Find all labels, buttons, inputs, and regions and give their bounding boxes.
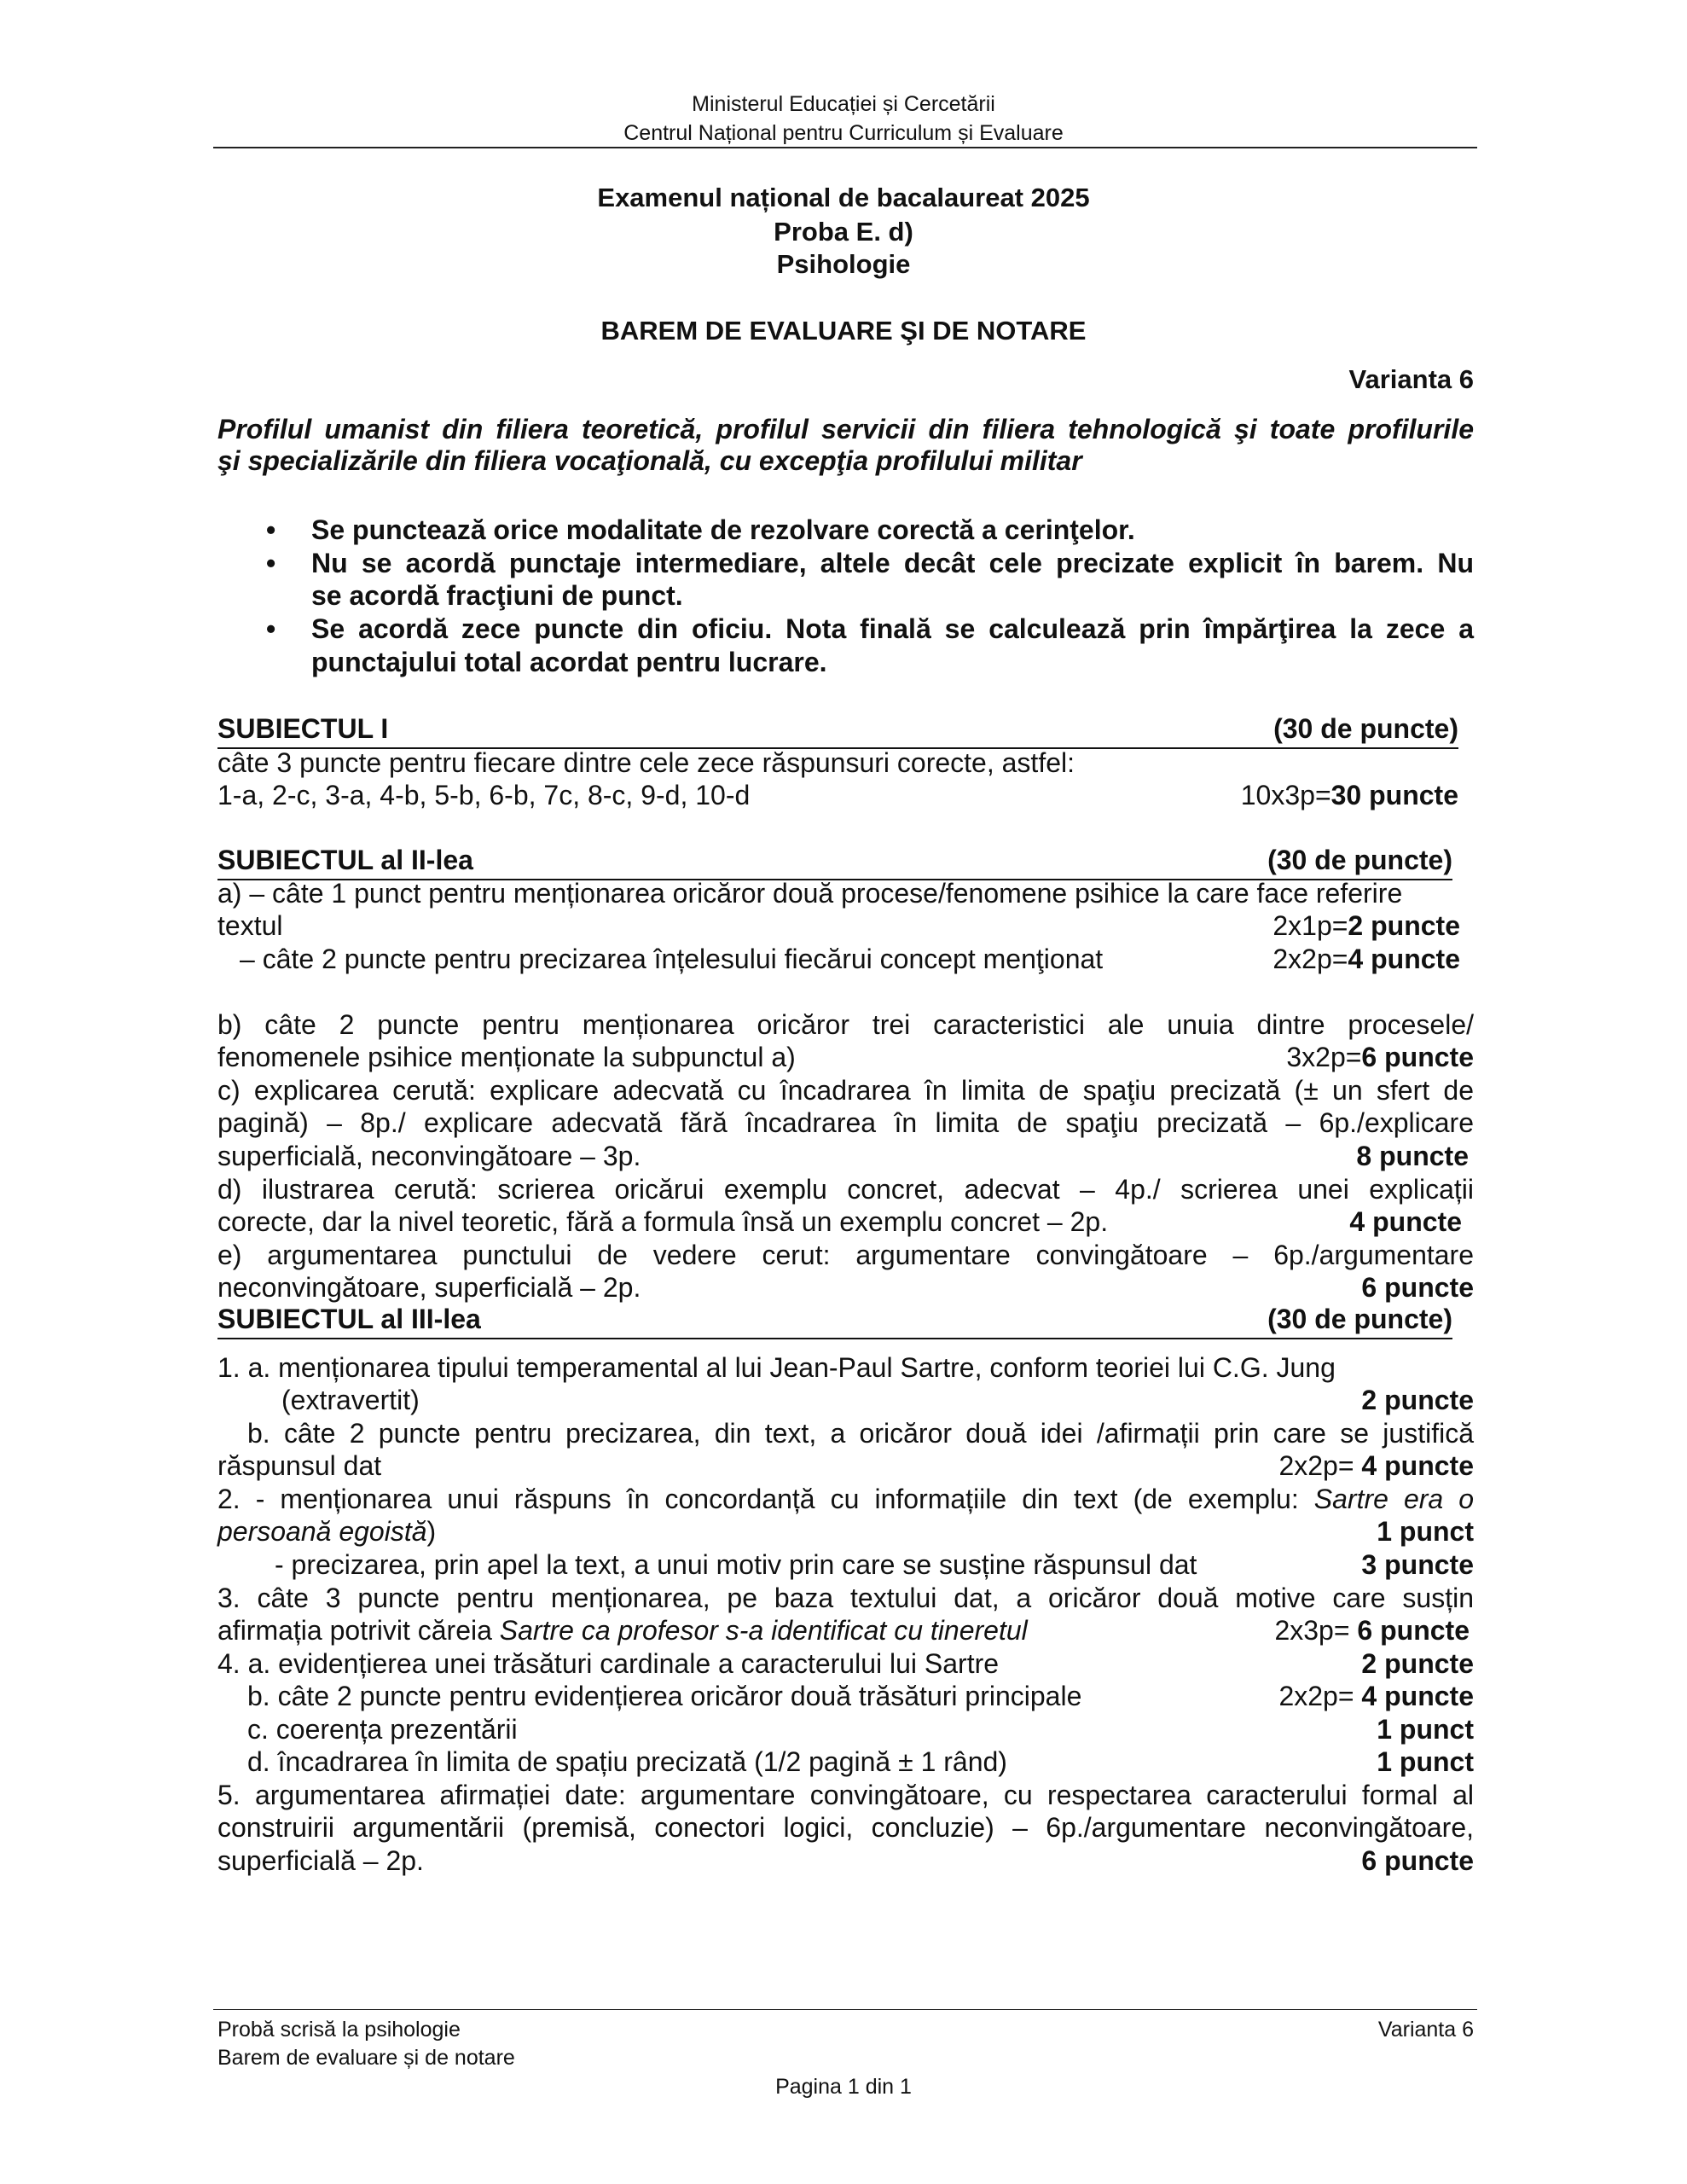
variant-label: Varianta 6 <box>1348 364 1474 394</box>
s2-c-line-2: pagină) – 8p./ explicare adecvată fără încadrarea în limita de spaţiu precizată – 6p./explicare <box>217 1107 1474 1138</box>
s3-line-10: 4. a. evidențierea unei trăsături cardinale a caracterului lui Sartre <box>217 1648 1000 1679</box>
section-2-points: (30 de puncte) <box>1267 845 1452 875</box>
s1-score-total: 30 puncte <box>1330 780 1458 810</box>
s3-line-2: (extravertit) <box>281 1385 420 1415</box>
center-header: Centrul Național pentru Curriculum și Evaluare <box>623 121 1064 145</box>
s3-score-2b: 3 puncte <box>1361 1549 1474 1580</box>
s2-c-score: 8 puncte <box>1356 1141 1469 1171</box>
s3-score-4b-total: 4 puncte <box>1361 1681 1474 1711</box>
s2-a-score-1-total: 2 puncte <box>1348 910 1460 941</box>
s2-c-line-1: c) explicarea cerută: explicare adecvată cu încadrarea în limita de spaţiu precizată (± un sfert de <box>217 1075 1474 1106</box>
s3-line-5 <box>217 1484 1474 1515</box>
s3-line-9-text: afirmația potrivit căreia <box>217 1615 492 1646</box>
s3-line-7: - precizarea, prin apel la text, a unui motiv prin care se susține răspunsul dat <box>275 1549 1197 1580</box>
s2-e-line-2: neconvingătoare, superficială – 2p. <box>217 1272 641 1303</box>
profile-line-1: Profilul umanist din filiera teoretică, profilul servicii din filiera tehnologică şi toate profilurile <box>217 414 1474 444</box>
s1-score <box>1241 780 1458 811</box>
footer-rule <box>213 2009 1477 2010</box>
s2-b-score-formula: 3x2p= <box>1286 1042 1362 1072</box>
s2-d-score: 4 puncte <box>1349 1206 1462 1237</box>
bullet-3: • <box>266 613 276 644</box>
s2-a-line-2: textul <box>217 910 283 941</box>
s2-b-line-1: b) câte 2 puncte pentru menționarea oricăror trei caracteristici ale unuia dintre procesele/ <box>217 1009 1474 1040</box>
bullet-2: • <box>266 548 276 578</box>
footer-exam: Probă scrisă la psihologie <box>217 2018 461 2042</box>
s2-e-line-1: e) argumentarea punctului de vedere cerut: argumentare convingătoare – 6p./argumentare <box>217 1240 1474 1270</box>
section-3-points: (30 de puncte) <box>1267 1304 1452 1334</box>
s2-d-line-1: d) ilustrarea cerută: scrierea oricărui exemplu concret, adecvat – 4p./ scrierea unei explicații <box>217 1174 1474 1205</box>
bullet-1: • <box>266 514 276 545</box>
s3-line-6-example: persoană egoistă <box>217 1516 427 1547</box>
s3-line-4: răspunsul dat <box>217 1450 382 1481</box>
s3-line-5-text: 2. - menționarea unui răspuns în concordanță cu informațiile din text (de exemplu: <box>217 1484 1299 1514</box>
s2-d-line-2: corecte, dar la nivel teoretic, fără a formula însă un exemplu concret – 2p. <box>217 1206 1109 1237</box>
s2-b-score-total: 6 puncte <box>1361 1042 1474 1072</box>
s3-score-4b-formula: 2x2p= <box>1278 1681 1362 1711</box>
s2-a-score-2 <box>1272 944 1460 975</box>
s3-score-1b-formula: 2x2p= <box>1278 1450 1362 1481</box>
s3-score-1b-total: 4 puncte <box>1361 1450 1474 1481</box>
page-number: Pagina 1 din 1 <box>775 2075 912 2099</box>
s2-a-score-2-total: 4 puncte <box>1348 944 1460 974</box>
s2-a-score-2-formula: 2x2p= <box>1272 944 1348 974</box>
section-3-title: SUBIECTUL al III-lea <box>217 1304 481 1334</box>
s3-score-3-formula: 2x3p= <box>1274 1615 1358 1646</box>
footer-variant: Varianta 6 <box>1377 2018 1474 2042</box>
profile-line-2: şi specializările din filiera vocaţională, cu excepţia profilului militar <box>217 445 1082 476</box>
s3-line-6-paren: ) <box>426 1516 437 1547</box>
s3-line-6 <box>217 1516 436 1548</box>
s3-line-1: 1. a. menționarea tipului temperamental al lui Jean-Paul Sartre, conform teoriei lui C.G. Jung <box>217 1352 1336 1383</box>
s3-score-3-total: 6 puncte <box>1357 1615 1470 1646</box>
s3-line-5-example: Sartre era o <box>1313 1484 1475 1514</box>
s3-line-3: b. câte 2 puncte pentru precizarea, din text, a oricăror două idei /afirmații prin care se justifică <box>247 1418 1474 1449</box>
s2-b-line-2: fenomenele psihice menționate la subpunctul a) <box>217 1042 796 1072</box>
exam-proba: Proba E. d) <box>774 217 913 247</box>
s3-score-1b <box>1278 1450 1474 1482</box>
section-1-points: (30 de puncte) <box>1273 713 1458 744</box>
section-1-heading <box>217 713 1458 749</box>
s3-score-2a: 1 punct <box>1377 1516 1474 1547</box>
rule-3-line-2: punctajului total acordat pentru lucrare. <box>311 647 827 677</box>
ministry-header: Ministerul Educației și Cercetării <box>692 92 995 116</box>
s3-score-3 <box>1274 1615 1470 1647</box>
s3-line-8: 3. câte 3 puncte pentru menționarea, pe baza textului dat, a oricăror două motive care susțin <box>217 1583 1474 1613</box>
rule-3-line-1: Se acordă zece puncte din oficiu. Nota finală se calculează prin împărţirea la zece a <box>311 613 1474 644</box>
s3-score-4a: 2 puncte <box>1361 1648 1474 1679</box>
s1-line-1: câte 3 puncte pentru fiecare dintre cele zece răspunsuri corecte, astfel: <box>217 747 1075 778</box>
s2-a-line-3: – câte 2 puncte pentru precizarea înțelesului fiecărui concept menţionat <box>240 944 1104 974</box>
s3-line-9-quote: Sartre ca profesor s-a identificat cu tineretul <box>499 1615 1028 1646</box>
s3-score-4b <box>1278 1681 1474 1712</box>
s3-line-12: c. coerența prezentării <box>247 1714 518 1745</box>
s2-a-score-1 <box>1272 910 1460 942</box>
s3-line-15: construirii argumentării (premisă, conectori logici, concluzie) – 6p./argumentare neconvingătoare, <box>217 1812 1474 1843</box>
exam-subject: Psihologie <box>776 249 911 279</box>
s2-a-score-1-formula: 2x1p= <box>1272 910 1348 941</box>
s1-answers: 1-a, 2-c, 3-a, 4-b, 5-b, 6-b, 7c, 8-c, 9-d, 10-d <box>217 780 751 810</box>
rule-2-line-2: se acordă fracţiuni de punct. <box>311 580 683 611</box>
exam-title: Examenul național de bacalaureat 2025 <box>597 183 1090 212</box>
section-2-title: SUBIECTUL al II-lea <box>217 845 473 875</box>
s3-line-11: b. câte 2 puncte pentru evidențierea oricăror două trăsături principale <box>247 1681 1082 1711</box>
s3-line-14: 5. argumentarea afirmației date: argumentare convingătoare, cu respectarea caracterului formal al <box>217 1780 1474 1810</box>
s3-line-13: d. încadrarea în limita de spațiu precizată (1/2 pagină ± 1 rând) <box>247 1746 1007 1777</box>
section-3-heading <box>217 1304 1452 1339</box>
s2-c-line-3: superficială, neconvingătoare – 3p. <box>217 1141 641 1171</box>
rule-1: Se punctează orice modalitate de rezolvare corectă a cerinţelor. <box>311 514 1135 545</box>
s1-score-formula: 10x3p= <box>1240 780 1331 810</box>
section-1-title: SUBIECTUL I <box>217 713 389 744</box>
header-rule <box>213 147 1477 148</box>
s2-e-score: 6 puncte <box>1361 1272 1474 1303</box>
section-2-heading <box>217 845 1452 880</box>
s2-b-score <box>1286 1042 1474 1073</box>
s3-line-9 <box>217 1615 1028 1647</box>
s3-score-1a: 2 puncte <box>1361 1385 1474 1415</box>
s3-score-5: 6 puncte <box>1361 1845 1474 1876</box>
barem-title: BAREM DE EVALUARE ŞI DE NOTARE <box>600 316 1087 346</box>
s3-score-4c: 1 punct <box>1377 1714 1474 1745</box>
s3-score-4d: 1 punct <box>1377 1746 1474 1777</box>
footer-barem: Barem de evaluare și de notare <box>217 2046 515 2070</box>
s2-a-line-1: a) – câte 1 punct pentru menționarea oricăror două procese/fenomene psihice la care face referire <box>217 878 1403 909</box>
rule-2-line-1: Nu se acordă punctaje intermediare, altele decât cele precizate explicit în barem. Nu <box>311 548 1474 578</box>
s3-line-16: superficială – 2p. <box>217 1845 424 1876</box>
